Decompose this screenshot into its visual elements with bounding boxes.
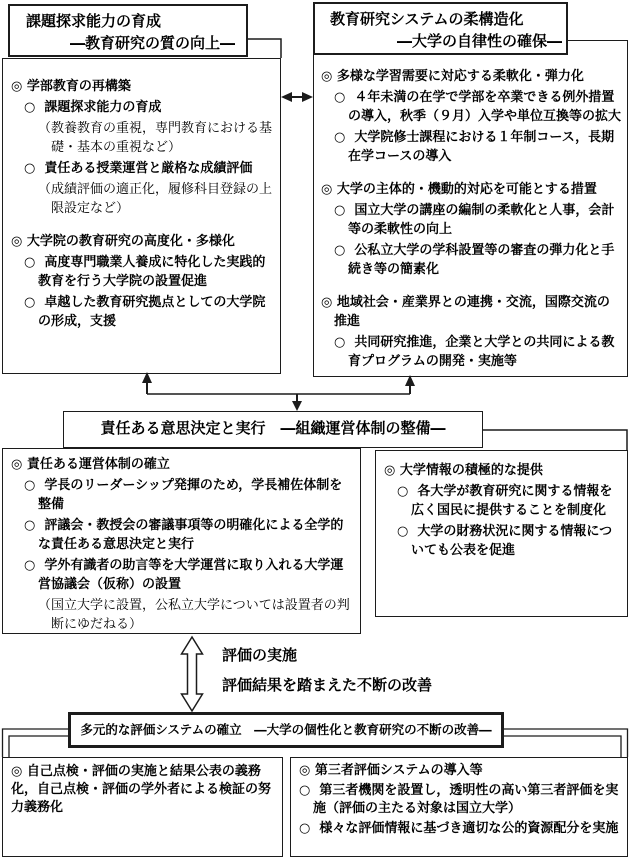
content-box-self-evaluation [2, 757, 283, 857]
row-text: 大学情報の積極的な提供 [399, 463, 543, 478]
circle-marker-icon: ○ [24, 558, 36, 573]
content-box-information [375, 450, 628, 617]
row-text: 高度専門職業人養成に特化した実践的教育を行う大学院の設置促進 [38, 255, 266, 289]
section-heading [11, 77, 275, 96]
connector-middle-right [483, 430, 627, 450]
bullet-item [24, 159, 275, 178]
circle-marker-icon: ○ [334, 90, 346, 105]
content-box-undergrad-reform [2, 58, 281, 374]
row-text: 公私立大学の学科設置等の審査の弾力化と手続き等の簡素化 [348, 243, 615, 277]
section-heading [11, 232, 275, 251]
bullet-item [24, 293, 275, 331]
bullet-item [24, 253, 275, 291]
row-text: 自己点検・評価の実施と結果公表の義務化，自己点検・評価の学外者による検証の努力義務化 [11, 764, 272, 815]
row-text: 国立大学の講座の編制の柔軟化と人事，会計等の柔軟性の向上 [348, 203, 615, 237]
row-text: 多様な学習需要に対応する柔軟化・弾力化 [336, 69, 584, 84]
bullet-item [397, 482, 622, 520]
connector-topleft-title [248, 39, 281, 58]
row-text: 大学の主体的・機動的対応を可能とする措置 [336, 182, 597, 197]
circle-marker-icon: ○ [24, 161, 36, 176]
row-gap [11, 220, 275, 230]
row-text: 卓越した教育研究拠点としての大学院の形成，支援 [38, 295, 266, 329]
bullet-item [299, 782, 622, 818]
double-arrow-vertical-icon [182, 637, 203, 711]
row-text: 大学の財務状況に関する情報についても公表を促進 [411, 524, 613, 558]
title-box-quality [8, 4, 248, 57]
bullet-item [24, 476, 355, 514]
double-circle-marker-icon: ◎ [384, 463, 396, 478]
subtitle-line: ―大学の自律性の確保― [397, 32, 563, 50]
double-circle-marker-icon: ◎ [321, 295, 333, 310]
section-heading [321, 293, 622, 331]
circle-marker-icon: ○ [299, 821, 311, 836]
circle-marker-icon: ○ [24, 478, 36, 493]
circle-marker-icon: ○ [334, 243, 346, 258]
double-circle-marker-icon: ◎ [299, 763, 311, 778]
circle-marker-icon: ○ [24, 255, 36, 270]
channel-right-inner [504, 736, 621, 757]
circle-marker-icon: ○ [334, 203, 346, 218]
row-text: 大学院修士課程における１年制コース，長期在学コースの導入 [348, 130, 615, 164]
title-line: 責任ある意思決定と実行 ―組織運営体制の整備― [100, 419, 446, 437]
row-text: 地域社会・産業界との連携・交流，国際交流の推進 [334, 295, 610, 329]
double-circle-marker-icon: ◎ [11, 234, 23, 249]
row-text: 各大学が教育研究に関する情報を広く国民に提供することを制度化 [411, 484, 613, 518]
bullet-item [334, 88, 622, 126]
content-box-flexible-system [313, 40, 628, 377]
row-text: （成績評価の適正化，履修科目登録の上限設定など） [38, 182, 273, 216]
note-line [38, 596, 355, 634]
note-line [38, 119, 275, 157]
content-box-third-party-evaluation [290, 757, 628, 857]
row-text: （国立大学に設置，公私立大学については設置者の判断にゆだねる） [38, 598, 350, 632]
double-circle-marker-icon: ◎ [321, 69, 333, 84]
row-text: 共同研究推進，企業と大学との共同による教育プログラムの開発・実施等 [348, 335, 615, 369]
row-text: ４年未満の在学で学部を卒業できる例外措置の導入，秋季（９月）入学や単位互換等の拡大 [348, 90, 622, 124]
row-text: 様々な評価情報に基づき適切な公的資源配分を実施 [319, 821, 619, 836]
circle-marker-icon: ○ [299, 783, 311, 798]
title-line: 課題探求能力の育成 [26, 12, 162, 30]
row-text: 責任ある運営体制の確立 [26, 457, 170, 472]
row-gap [321, 281, 622, 291]
section-heading [321, 67, 622, 86]
row-text: 大学院の教育研究の高度化・多様化 [26, 234, 235, 249]
title-line: 多元的な評価システムの確立 ―大学の個性化と教育研究の不断の改善― [80, 722, 492, 737]
evaluation-label-line2: 評価結果を踏まえた不断の改善 [222, 676, 433, 694]
double-circle-marker-icon: ◎ [11, 79, 23, 94]
channel-right-outer [504, 729, 628, 757]
bullet-item [334, 333, 622, 371]
row-text: 評議会・教授会の審議事項等の明確化による全学的な責任ある意思決定と実行 [38, 518, 344, 552]
bullet-item [24, 556, 355, 594]
title-box-decision-making [63, 411, 483, 448]
evaluation-label-line1: 評価の実施 [222, 646, 298, 664]
circle-marker-icon: ○ [24, 100, 36, 115]
row-text: 課題探求能力の育成 [44, 100, 162, 115]
circle-marker-icon: ○ [24, 518, 36, 533]
bullet-item [299, 820, 622, 838]
channel-left-inner [9, 736, 68, 757]
arrow-down-icon [292, 401, 302, 411]
bullet-item [24, 516, 355, 554]
row-text: 第三者機関を設置し，透明性の高い第三者評価を実施（評価の主たる対象は国立大学） [313, 783, 619, 816]
arrow-left-icon [281, 92, 292, 102]
title-box-evaluation-system [68, 712, 504, 748]
section-heading [11, 455, 355, 474]
bullet-item [397, 522, 622, 560]
title-line: 教育研究システムの柔構造化 [330, 10, 524, 28]
arrow-right-icon [302, 92, 313, 102]
row-text: 学部教育の再構築 [26, 79, 131, 94]
channel-left-outer [3, 729, 69, 757]
section-heading [384, 461, 622, 480]
circle-marker-icon: ○ [397, 524, 409, 539]
row-text: 第三者評価システムの導入等 [314, 763, 483, 778]
circle-marker-icon: ○ [397, 484, 409, 499]
row-text: （教養教育の重視，専門教育における基礎・基本の重視など） [38, 121, 273, 155]
bullet-item [334, 201, 622, 239]
section-heading [11, 763, 277, 817]
bullet-item [24, 98, 275, 117]
subtitle-line: ―教育研究の質の向上― [70, 34, 236, 52]
row-text: 責任ある授業運営と厳格な成績評価 [44, 161, 253, 176]
double-circle-marker-icon: ◎ [11, 764, 23, 779]
bullet-item [334, 241, 622, 279]
section-heading [299, 762, 622, 780]
content-box-governance [2, 448, 361, 634]
note-line [38, 180, 275, 218]
double-circle-marker-icon: ◎ [321, 182, 333, 197]
title-box-flexibility [313, 2, 568, 55]
circle-marker-icon: ○ [334, 335, 346, 350]
double-circle-marker-icon: ◎ [11, 457, 23, 472]
bullet-item [334, 128, 622, 166]
section-heading [321, 180, 622, 199]
row-gap [321, 168, 622, 178]
circle-marker-icon: ○ [334, 130, 346, 145]
row-text: 学外有識者の助言等を大学運営に取り入れる大学運営協議会（仮称）の設置 [38, 558, 344, 592]
row-text: 学長のリーダーシップ発揮のため，学長補佐体制を整備 [38, 478, 343, 512]
circle-marker-icon: ○ [24, 295, 36, 310]
